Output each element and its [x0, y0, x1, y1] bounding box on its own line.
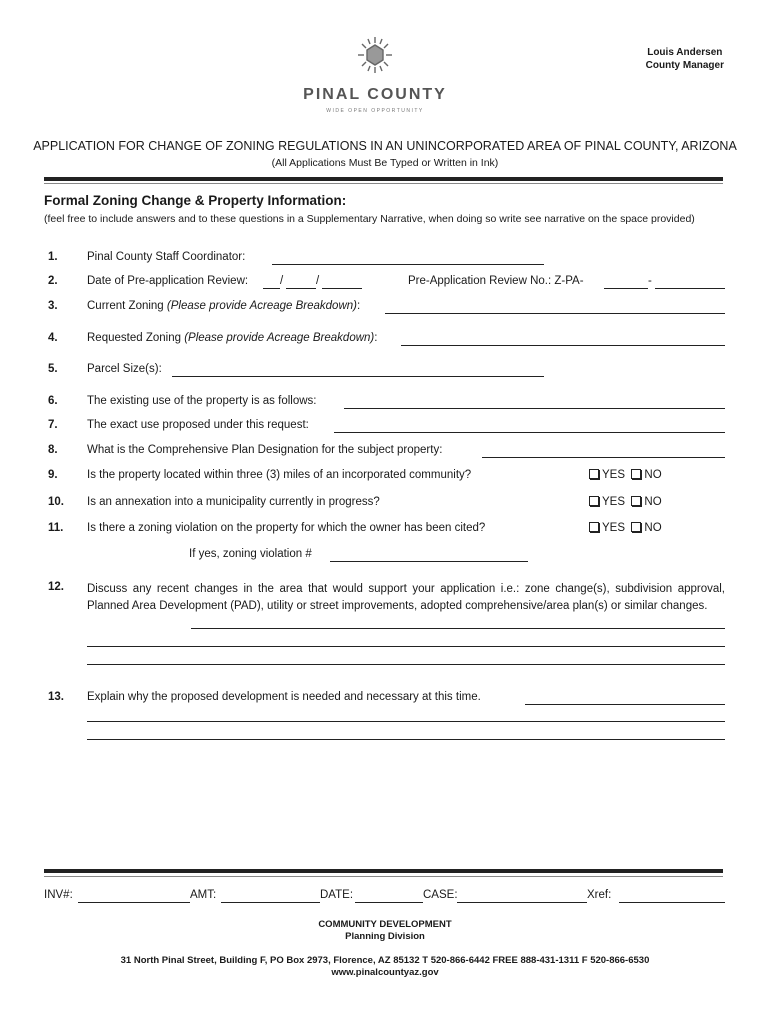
requested-zoning-field[interactable] — [401, 332, 725, 346]
review-number-label: Pre-Application Review No.: Z-PA- — [408, 275, 584, 287]
violation-followup — [44, 548, 725, 564]
case-field[interactable] — [457, 889, 587, 903]
manager-title: County Manager — [645, 60, 724, 71]
question-text: Explain why the proposed development is needed and necessary at this time. — [87, 691, 481, 703]
department-name: COMMUNITY DEVELOPMENT — [318, 919, 452, 930]
question-number: 3. — [48, 300, 58, 312]
plan-designation-field[interactable] — [482, 444, 725, 458]
address-block — [20, 955, 750, 979]
header-divider-thin — [44, 183, 723, 184]
sun-emblem-icon — [350, 36, 400, 82]
question-text: Is there a zoning violation on the property for which the owner has been cited? — [87, 522, 486, 534]
changes-answer-line-3[interactable] — [87, 664, 725, 665]
question-number: 5. — [48, 363, 58, 375]
question-text: The exact use proposed under this request: — [87, 419, 309, 431]
violation-label: If yes, zoning violation # — [189, 548, 312, 560]
question-10 — [44, 496, 725, 512]
question-13 — [44, 691, 725, 707]
amt-field[interactable] — [221, 889, 320, 903]
violation-number-field[interactable] — [330, 548, 528, 562]
date-field[interactable] — [355, 889, 423, 903]
question-number: 8. — [48, 444, 58, 456]
question-number: 10. — [48, 496, 64, 508]
no-checkbox[interactable] — [631, 469, 641, 479]
no-label: NO — [644, 496, 662, 508]
question-number: 1. — [48, 251, 58, 263]
inv-label: INV#: — [44, 889, 73, 901]
yes-no-options — [589, 469, 662, 481]
question-4 — [44, 332, 725, 348]
justification-answer-line-1[interactable] — [87, 721, 725, 722]
changes-answer-line-2[interactable] — [87, 646, 725, 647]
section-note: (feel free to include answers and to these questions in a Supplementary Narrative, when doing so write see narrative on the space provided) — [44, 213, 695, 225]
question-6 — [44, 395, 725, 411]
question-text: Is an annexation into a municipality currently in progress? — [87, 496, 380, 508]
form-title: APPLICATION FOR CHANGE OF ZONING REGULATIONS IN AN UNINCORPORATED AREA OF PINAL COUNTY, ARIZONA — [33, 139, 737, 153]
yes-label: YES — [602, 522, 626, 534]
question-12-text: Discuss any recent changes in the area that would support your application i.e.: zone change(s), subdivision approval, Planned Area Development (PAD), utility or street improvements, adopted comprehensive/area plan(s) or similar changes. — [87, 583, 725, 612]
yes-label: YES — [602, 469, 626, 481]
address-text: 31 North Pinal Street, Building F, PO Box 2973, Florence, AZ 85132 T 520-866-6442 FREE 888-431-1311 F 520-866-6530 — [120, 955, 650, 966]
header-divider — [44, 177, 723, 181]
question-text: What is the Comprehensive Plan Designation for the subject property: — [87, 444, 443, 456]
review-number-part1-field[interactable] — [604, 275, 648, 289]
no-label: NO — [644, 469, 662, 481]
question-number: 6. — [48, 395, 58, 407]
xref-field[interactable] — [619, 889, 725, 903]
yes-checkbox[interactable] — [589, 496, 599, 506]
review-number-part2-field[interactable] — [655, 275, 725, 289]
question-text: Requested Zoning (Please provide Acreage Breakdown): — [87, 332, 378, 344]
date-label: DATE: — [320, 889, 354, 901]
question-number: 11. — [48, 522, 64, 534]
question-3 — [44, 300, 725, 316]
review-number-dash: - — [648, 275, 652, 287]
question-text: Is the property located within three (3) miles of an incorporated community? — [87, 469, 472, 481]
logo-tagline: WIDE OPEN OPPORTUNITY — [326, 108, 424, 114]
no-label: NO — [644, 522, 662, 534]
question-number: 13. — [48, 691, 64, 703]
footer-divider-thin — [44, 876, 723, 877]
manager-name: Louis Andersen — [647, 47, 723, 58]
logo-wordmark: PINAL COUNTY — [303, 86, 447, 103]
justification-answer-line-0[interactable] — [525, 691, 725, 705]
question-text: Parcel Size(s): — [87, 363, 162, 375]
question-text: Current Zoning (Please provide Acreage Breakdown): — [87, 300, 361, 312]
question-number: 9. — [48, 469, 58, 481]
question-text: Date of Pre-application Review: — [87, 275, 249, 287]
current-zoning-field[interactable] — [385, 300, 725, 314]
question-number: 12. — [48, 581, 64, 593]
manager-block — [646, 46, 724, 72]
proposed-use-field[interactable] — [334, 419, 725, 433]
question-7 — [44, 419, 725, 435]
county-logo — [285, 36, 465, 120]
review-year-field[interactable] — [322, 275, 362, 289]
yes-label: YES — [602, 496, 626, 508]
website-link[interactable]: www.pinalcountyaz.gov — [331, 967, 439, 978]
xref-label: Xref: — [587, 889, 612, 901]
question-text: The existing use of the property is as follows: — [87, 395, 317, 407]
no-checkbox[interactable] — [631, 496, 641, 506]
question-8 — [44, 444, 725, 460]
yes-checkbox[interactable] — [589, 469, 599, 479]
question-number: 7. — [48, 419, 58, 431]
yes-checkbox[interactable] — [589, 522, 599, 532]
question-1 — [44, 251, 725, 267]
yes-no-options — [589, 522, 662, 534]
question-5 — [44, 363, 725, 379]
question-9 — [44, 469, 725, 485]
staff-coordinator-field[interactable] — [272, 251, 544, 265]
review-month-field[interactable] — [263, 275, 280, 289]
question-text: Pinal County Staff Coordinator: — [87, 251, 246, 263]
question-2 — [44, 275, 725, 291]
existing-use-field[interactable] — [344, 395, 725, 409]
date-separator: / — [316, 275, 320, 287]
review-day-field[interactable] — [286, 275, 316, 289]
question-11 — [44, 522, 725, 538]
case-label: CASE: — [423, 889, 458, 901]
justification-answer-line-2[interactable] — [87, 739, 725, 740]
no-checkbox[interactable] — [631, 522, 641, 532]
parcel-size-field[interactable] — [172, 363, 544, 377]
changes-answer-line-1[interactable] — [191, 628, 725, 629]
amt-label: AMT: — [190, 889, 217, 901]
yes-no-options — [589, 496, 662, 508]
footer-divider — [44, 869, 723, 873]
office-use-row — [44, 889, 725, 905]
question-number: 4. — [48, 332, 58, 344]
question-number: 2. — [48, 275, 58, 287]
department-block — [20, 919, 750, 943]
section-heading: Formal Zoning Change & Property Information: — [44, 193, 347, 208]
date-separator: / — [280, 275, 284, 287]
division-name: Planning Division — [345, 931, 425, 942]
inv-field[interactable] — [78, 889, 190, 903]
form-subtitle: (All Applications Must Be Typed or Written in Ink) — [271, 157, 499, 169]
